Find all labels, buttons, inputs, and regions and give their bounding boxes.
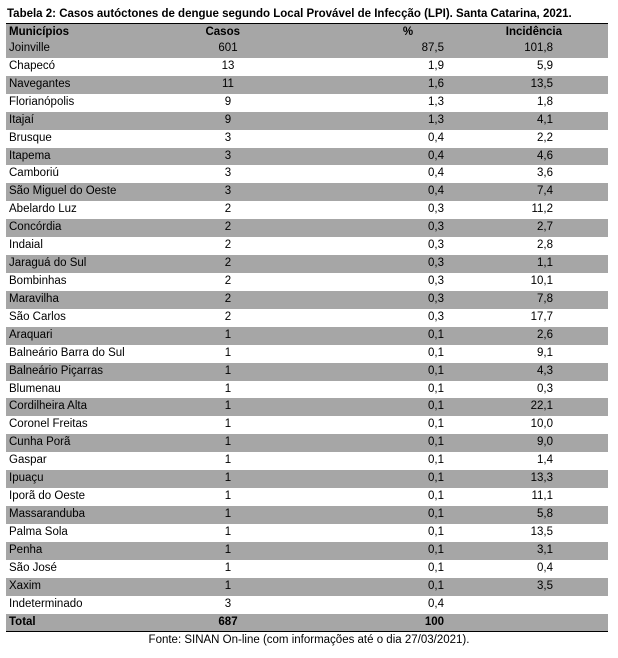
cell-incidencia: 0,3: [537, 382, 553, 395]
cell-incidencia: 101,8: [524, 42, 553, 54]
cell-casos: 1: [224, 490, 232, 503]
cell-municipio: Xaxim: [9, 579, 41, 592]
cell-incidencia: 3,5: [537, 579, 553, 592]
cell-incidencia: 11,2: [531, 203, 553, 216]
cell-municipio: Massaranduba: [9, 507, 86, 520]
cell-casos: 601: [218, 42, 238, 54]
cell-incidencia: 4,3: [537, 364, 553, 377]
cell-incidencia: 0,4: [537, 561, 553, 574]
cell-casos: 1: [224, 454, 232, 467]
cell-percent: 0,1: [428, 400, 444, 413]
cell-incidencia: 13,3: [530, 472, 553, 485]
cell-incidencia: 5,9: [537, 59, 553, 72]
table-row: [6, 219, 608, 237]
cell-percent: 1,3: [428, 113, 444, 126]
cell-casos: 3: [224, 131, 232, 144]
cell-percent: 0,3: [428, 292, 444, 305]
cell-municipio: São José: [9, 561, 57, 574]
cell-percent: 1,6: [428, 77, 444, 90]
table-row: [6, 363, 608, 381]
cell-casos: 9: [224, 113, 232, 126]
table-row: [6, 309, 608, 327]
table-row: [6, 506, 608, 524]
cell-percent: 0,1: [428, 472, 444, 485]
cell-incidencia: 22,1: [530, 400, 553, 413]
cell-percent: 0,1: [428, 490, 444, 503]
table-row: [6, 130, 608, 148]
cell-incidencia: 3,1: [537, 543, 553, 556]
table-row: [6, 596, 608, 614]
cell-municipio: Balneário Barra do Sul: [9, 346, 125, 359]
cell-municipio: São Carlos: [9, 310, 66, 323]
table-row: [6, 416, 608, 434]
cell-percent: 0,1: [428, 346, 444, 359]
cell-municipio: Abelardo Luz: [9, 203, 77, 216]
cell-incidencia: 3,6: [537, 167, 553, 180]
cell-municipio: Araquari: [9, 328, 53, 341]
cell-percent: 0,4: [428, 597, 444, 610]
cell-municipio: Blumenau: [9, 382, 61, 395]
table-row: [6, 94, 608, 112]
cell-incidencia: 13,5: [530, 525, 553, 538]
table-row: [6, 398, 608, 416]
cell-percent: 0,1: [428, 507, 444, 520]
cell-municipio: Brusque: [9, 131, 52, 144]
total-cell-municipio: Total: [9, 615, 36, 628]
cell-casos: 1: [224, 382, 232, 395]
cell-percent: 0,1: [428, 418, 444, 431]
cell-casos: 13: [221, 59, 235, 72]
cell-casos: 1: [224, 346, 232, 359]
cell-percent: 0,1: [428, 454, 444, 467]
cell-incidencia: [458, 596, 608, 614]
cell-municipio: Itapema: [9, 149, 51, 162]
table-row: [6, 165, 608, 183]
cell-casos: 2: [224, 274, 232, 287]
cell-casos: 9: [224, 95, 232, 108]
cell-percent: 0,1: [428, 543, 444, 556]
table-row: [6, 273, 608, 291]
cell-municipio: Iporã do Oeste: [9, 490, 86, 503]
cell-incidencia: 2,6: [537, 328, 553, 341]
cell-casos: 3: [224, 597, 232, 610]
cell-casos: 1: [224, 436, 232, 449]
cell-incidencia: 11,1: [531, 490, 553, 503]
table-row: [6, 452, 608, 470]
cell-incidencia: 2,7: [537, 221, 553, 234]
table-row: [6, 524, 608, 542]
cell-municipio: Indaial: [9, 239, 43, 252]
table-row: [6, 291, 608, 309]
cell-casos: 3: [224, 167, 232, 180]
table-row: [6, 112, 608, 130]
cell-percent: 0,4: [428, 149, 444, 162]
cell-municipio: Gaspar: [9, 454, 47, 467]
cell-percent: 0,4: [428, 185, 444, 198]
cell-incidencia: 4,1: [537, 113, 553, 126]
table-row: [6, 470, 608, 488]
cell-percent: 0,3: [428, 257, 444, 270]
cell-casos: 1: [224, 472, 232, 485]
table-row: [6, 345, 608, 363]
cell-percent: 1,3: [428, 95, 444, 108]
cell-percent: 0,1: [428, 382, 444, 395]
cell-casos: 2: [224, 292, 232, 305]
table-row: [6, 488, 608, 506]
cell-incidencia: 10,0: [530, 418, 553, 431]
cell-casos: 1: [224, 400, 232, 413]
cell-municipio: Ipuaçu: [9, 472, 44, 485]
cell-municipio: Camboriú: [9, 167, 59, 180]
cell-municipio: Chapecó: [9, 59, 56, 72]
document: [6, 5, 608, 632]
cell-percent: 0,1: [428, 364, 444, 377]
table-row: [6, 237, 608, 255]
table-header-row: [6, 24, 608, 40]
cell-incidencia: 10,1: [530, 274, 553, 287]
table-row: [6, 76, 608, 94]
cell-municipio: Maravilha: [9, 292, 59, 305]
table-row: [6, 542, 608, 560]
cell-incidencia: 2,2: [537, 131, 553, 144]
data-table: [6, 24, 608, 632]
cell-casos: 2: [224, 257, 232, 270]
cell-percent: 0,1: [428, 436, 444, 449]
cell-casos: 1: [224, 561, 232, 574]
cell-municipio: Coronel Freitas: [9, 418, 88, 431]
cell-casos: 1: [224, 507, 232, 520]
table-row: [6, 255, 608, 273]
cell-casos: 2: [224, 239, 232, 252]
cell-municipio: Cordilheira Alta: [9, 400, 87, 413]
header-municipio: Municípios: [9, 26, 70, 38]
cell-incidencia: 9,0: [537, 436, 553, 449]
header-casos: Casos: [205, 26, 240, 38]
cell-municipio: Penha: [9, 543, 43, 556]
cell-municipio: Navegantes: [9, 77, 71, 90]
cell-casos: 1: [224, 418, 232, 431]
table-row: [6, 381, 608, 399]
cell-casos: 2: [224, 310, 232, 323]
cell-percent: 0,1: [428, 561, 444, 574]
cell-municipio: Cunha Porã: [9, 436, 71, 449]
header-percent: %: [402, 26, 414, 38]
table-row: [6, 148, 608, 166]
cell-municipio: São Miguel do Oeste: [9, 185, 117, 198]
cell-municipio: Indeterminado: [9, 597, 83, 610]
cell-incidencia: 2,8: [537, 239, 553, 252]
table-row: [6, 327, 608, 345]
table-caption: Tabela 2: Casos autóctones de dengue segundo Local Provável de Infecção (LPI). Santa Catarina, 2021.: [6, 5, 608, 24]
cell-incidencia: 1,1: [537, 257, 553, 270]
table-row: [6, 183, 608, 201]
cell-municipio: Jaraguá do Sul: [9, 257, 87, 270]
cell-percent: 0,3: [428, 203, 444, 216]
table-row: [6, 201, 608, 219]
table-row: [6, 560, 608, 578]
table-row: [6, 434, 608, 452]
cell-incidencia: 5,8: [537, 507, 553, 520]
cell-casos: 1: [224, 579, 232, 592]
cell-municipio: Joinville: [9, 42, 50, 54]
cell-percent: 1,9: [428, 59, 444, 72]
cell-casos: 3: [224, 185, 232, 198]
cell-percent: 0,1: [428, 579, 444, 592]
cell-casos: 1: [224, 543, 232, 556]
cell-incidencia: 7,4: [537, 185, 553, 198]
cell-incidencia: 1,8: [537, 95, 553, 108]
cell-municipio: Palma Sola: [9, 525, 68, 538]
cell-municipio: Concórdia: [9, 221, 62, 234]
cell-incidencia: 17,7: [530, 310, 553, 323]
table-total-row: [6, 614, 608, 633]
cell-casos: 2: [224, 203, 232, 216]
table-row: [6, 58, 608, 76]
cell-percent: 0,3: [428, 239, 444, 252]
cell-incidencia: 7,8: [537, 292, 553, 305]
cell-incidencia: 4,6: [537, 149, 553, 162]
cell-casos: 3: [224, 149, 232, 162]
table-row: [6, 578, 608, 596]
cell-percent: 87,5: [421, 42, 444, 54]
table-row: [6, 40, 608, 58]
cell-municipio: Bombinhas: [9, 274, 67, 287]
total-cell-percent: 100: [424, 615, 444, 628]
total-cell-casos: 687: [218, 615, 238, 628]
cell-municipio: Florianópolis: [9, 95, 75, 108]
cell-incidencia: 1,4: [537, 454, 553, 467]
cell-casos: 1: [224, 525, 232, 538]
cell-municipio: Itajaí: [9, 113, 34, 126]
cell-percent: 0,4: [428, 167, 444, 180]
cell-percent: 0,1: [428, 525, 444, 538]
cell-percent: 0,1: [428, 328, 444, 341]
cell-percent: 0,3: [428, 221, 444, 234]
total-cell-incidencia: [458, 614, 608, 632]
cell-casos: 1: [224, 364, 232, 377]
cell-percent: 0,4: [428, 131, 444, 144]
cell-municipio: Balneário Piçarras: [9, 364, 103, 377]
cell-percent: 0,3: [428, 310, 444, 323]
cell-incidencia: 13,5: [530, 77, 553, 90]
cell-casos: 11: [222, 77, 234, 90]
cell-percent: 0,3: [428, 274, 444, 287]
header-incidencia: Incidência: [505, 26, 562, 38]
cell-casos: 1: [224, 328, 232, 341]
cell-casos: 2: [224, 221, 232, 234]
table-source-note: Fonte: SINAN On-line (com informações até o dia 27/03/2021).: [148, 634, 470, 646]
cell-incidencia: 9,1: [537, 346, 553, 359]
